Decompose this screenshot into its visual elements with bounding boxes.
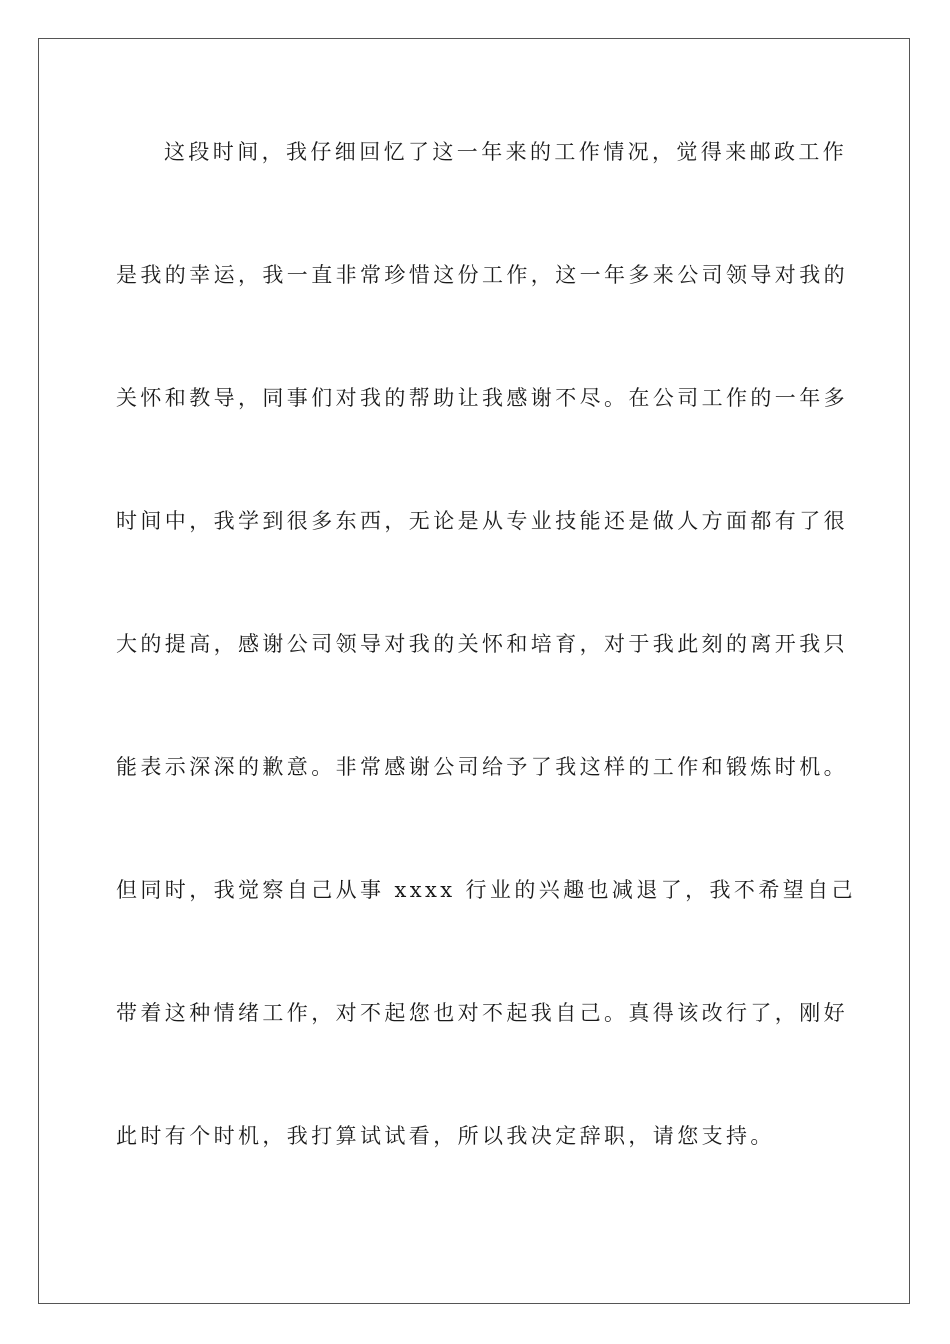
document-body [116,130,856,1237]
paragraph-line-2: 是我的幸运，我一直非常珍惜这份工作，这一年多来公司领导对我的 [116,263,848,287]
paragraph-line-5: 大的提高，感谢公司领导对我的关怀和培育，对于我此刻的离开我只 [116,632,848,656]
paragraph-line-3: 关怀和教导，同事们对我的帮助让我感谢不尽。在公司工作的一年多 [116,386,848,410]
paragraph-line-7: 但同时，我觉察自己从事 xxxx 行业的兴趣也减退了，我不希望自己 [116,878,856,902]
paragraph-line-4: 时间中，我学到很多东西，无论是从专业技能还是做人方面都有了很 [116,509,848,533]
paragraph-line-8: 带着这种情绪工作，对不起您也对不起我自己。真得该改行了，刚好 [116,1001,848,1025]
paragraph-line-1: 这段时间，我仔细回忆了这一年来的工作情况，觉得来邮政工作 [164,140,848,164]
paragraph-line-6: 能表示深深的歉意。非常感谢公司给予了我这样的工作和锻炼时机。 [116,755,848,779]
paragraph-line-9: 此时有个时机，我打算试试看，所以我决定辞职，请您支持。 [116,1124,775,1148]
